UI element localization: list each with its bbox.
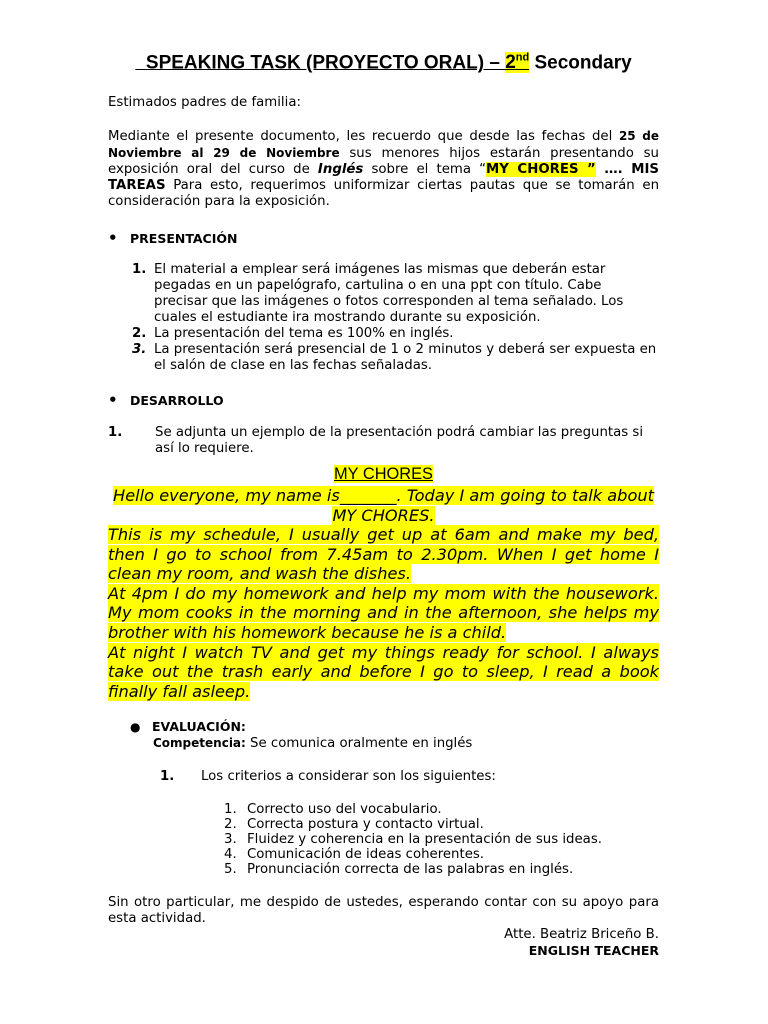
criteria-list [108, 802, 659, 877]
signature-role: ENGLISH TEACHER [528, 943, 659, 959]
desarrollo-item: 1. Se adjunta un ejemplo de la presentación podrá cambiar las preguntas si así lo requiere. [108, 425, 644, 457]
sample-paragraph: At 4pm I do my homework and help my mom with the housework. My mom cooks in the morning and in the afternoon, she helps my brother with his homework because he is a child. [108, 583, 659, 643]
list-item: 5. Pronunciación correcta de las palabras en inglés. [224, 862, 574, 878]
greeting: Estimados padres de familia: [108, 95, 301, 111]
document-title: SPEAKING TASK (PROYECTO ORAL) – 2nd Secondary [108, 50, 659, 71]
sample-paragraph: At night I watch TV and get my things ready for school. I always take out the trash early and before I go to sleep, I read a book finally fall asleep. [108, 642, 659, 701]
sample-intro: Hello everyone, my name is_______. Today I am going to talk about MY CHORES. [113, 485, 654, 525]
list-item: 1. El material a emplear será imágenes las mismas que deberán estar pegadas en un papelógrafo, cartulina o en una ppt con título. Cabe precisar que las imágenes o fotos corresponden al tema señalado. Los cuales el estudiante ira mostrando durante su exposición. [132, 262, 624, 326]
list-item: 3. Fluidez y coherencia en la presentación de sus ideas. [224, 832, 602, 848]
sample-paragraph: This is my schedule, I usually get up at 6am and make my bed, then I go to school from 7.45am to 2.30pm. When I get home I clean my room, and wash the dishes. [108, 525, 659, 584]
document-page [108, 50, 659, 959]
closing-paragraph: Sin otro particular, me despido de ustedes, esperando contar con su apoyo para esta actividad. [108, 895, 659, 927]
sample-presentation [108, 465, 659, 701]
presentacion-heading: • PRESENTACIÓN [108, 229, 238, 248]
list-item: 4. Comunicación de ideas coherentes. [224, 847, 485, 863]
signature-name: Atte. Beatriz Briceño B. [504, 927, 659, 943]
criteria-lead: 1. Los criterios a considerar son los siguientes: [160, 769, 496, 785]
desarrollo-heading: • DESARROLLO [108, 391, 224, 410]
presentacion-list [108, 262, 659, 374]
bullet-icon: • [108, 391, 118, 410]
list-item: 2. Correcta postura y contacto virtual. [224, 817, 484, 833]
list-item: 1. Correcto uso del vocabulario. [224, 802, 442, 818]
bullet-icon: ● [130, 720, 141, 735]
title-main: SPEAKING TASK (PROYECTO ORAL) – 2nd [145, 52, 530, 74]
title-grade-number: 2nd [505, 52, 530, 74]
bullet-icon: • [108, 229, 118, 248]
list-item: 2. La presentación del tema es 100% en inglés. [132, 326, 454, 342]
competencia-line: Competencia: Se comunica oralmente en inglés [153, 736, 473, 752]
evaluacion-heading: ● EVALUACIÓN: [130, 719, 246, 735]
intro-paragraph: Mediante el presente documento, les recuerdo que desde las fechas del 25 de Noviembre al 29 de Noviembre sus menores hijos estarán presentando su exposición oral del curso de Inglés sobre el tema “MY CHORES ” …. MIS TAREAS Para esto, requerimos uniformizar ciertas pautas que se tomarán en consideración para la exposición. [108, 129, 659, 210]
sample-title: MY CHORES [334, 465, 433, 484]
list-item: 3. La presentación será presencial de 1 o 2 minutos y deberá ser expuesta en el salón de clase en las fechas señaladas. [132, 342, 657, 374]
